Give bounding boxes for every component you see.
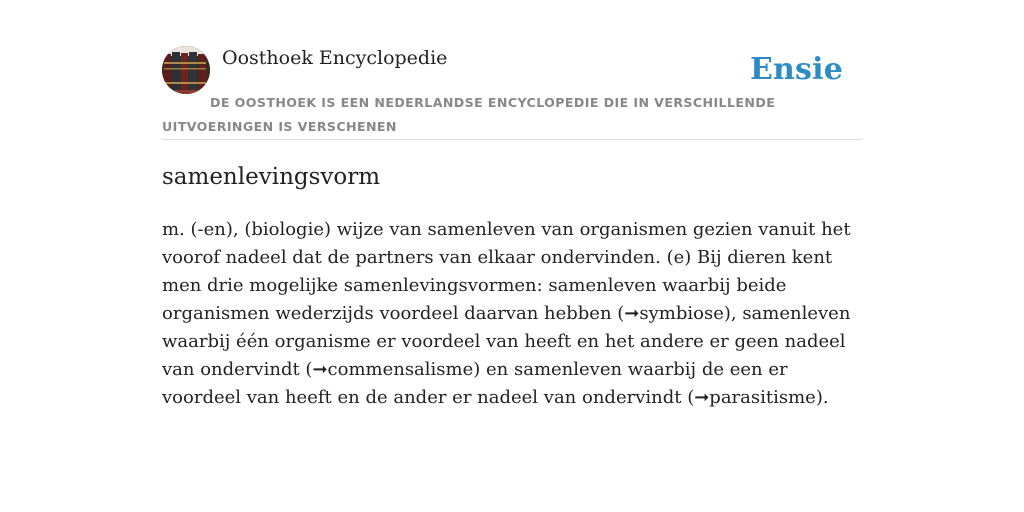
entry-title: samenlevingsvorm	[162, 164, 381, 190]
site-tagline: DE OOSTHOEK IS EEN NEDERLANDSE ENCYCLOPEDIE DIE IN VERSCHILLENDE UITVOERINGEN IS VERSCHENEN	[162, 95, 776, 134]
site-title[interactable]: Oosthoek Encyclopedie	[222, 47, 448, 69]
page	[162, 44, 862, 408]
entry-body: m. (-en), (biologie) wijze van samenleven van organismen gezien vanuit het voorof nadeel dat de partners van elkaar ondervinden. (e) Bij dieren kent men drie mogelijke samenlevingsvormen: samenleven waarbij beide organismen wederzijds voordeel daarvan hebben (➞symbiose), samenleven waarbij één organisme er voordeel van heeft en het andere er geen nadeel van ondervindt (➞commensalisme) en samenleven waarbij de een er voordeel van heeft en de ander er nadeel van ondervindt (➞parasitisme).	[162, 219, 851, 408]
book-spines-icon[interactable]	[162, 46, 210, 94]
site-header	[162, 44, 862, 140]
brand-logo[interactable]: Ensie	[749, 52, 843, 87]
